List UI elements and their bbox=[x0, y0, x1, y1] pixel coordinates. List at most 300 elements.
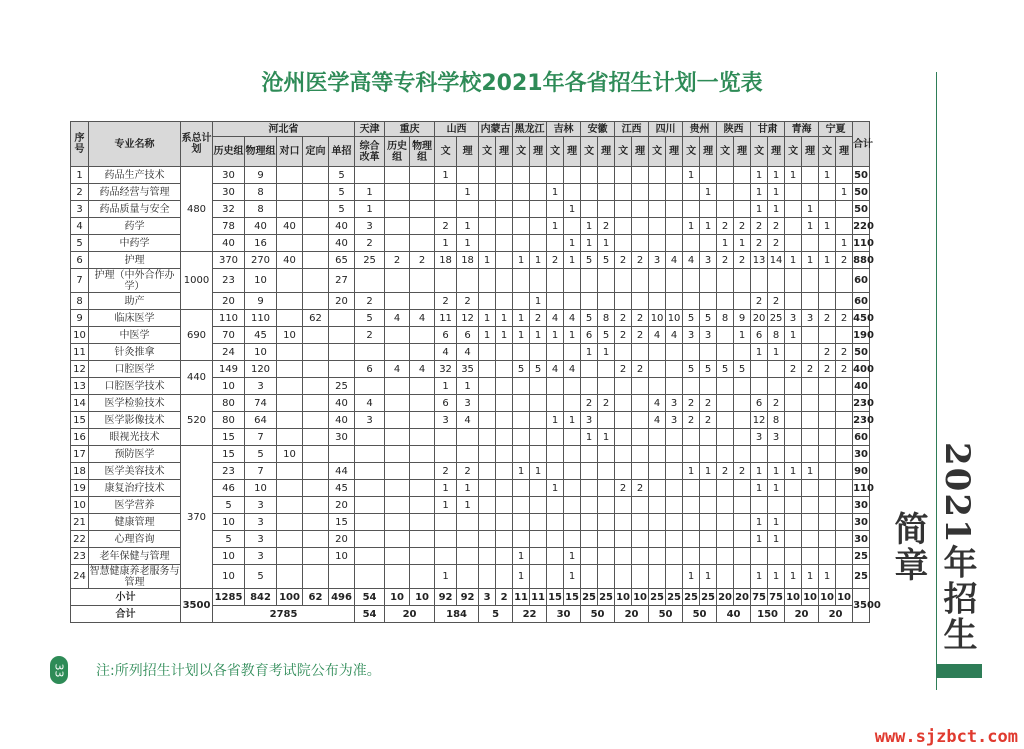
major-name: 口腔医学 bbox=[89, 361, 181, 378]
plan-cell bbox=[632, 269, 649, 293]
plan-cell bbox=[751, 378, 768, 395]
plan-cell: 8 bbox=[598, 310, 615, 327]
row-total: 25 bbox=[853, 548, 870, 565]
row-total: 110 bbox=[853, 235, 870, 252]
plan-cell bbox=[435, 269, 457, 293]
plan-cell: 1 bbox=[683, 167, 700, 184]
plan-cell bbox=[717, 293, 734, 310]
header-sub: 历史组 bbox=[385, 137, 410, 167]
header-province: 贵州 bbox=[683, 122, 717, 137]
plan-cell bbox=[700, 446, 717, 463]
plan-cell bbox=[819, 412, 836, 429]
plan-cell bbox=[802, 167, 819, 184]
plan-cell bbox=[303, 344, 329, 361]
plan-cell bbox=[496, 269, 513, 293]
header-li: 理 bbox=[564, 137, 581, 167]
plan-cell: 74 bbox=[245, 395, 277, 412]
plan-cell bbox=[598, 514, 615, 531]
plan-cell bbox=[632, 184, 649, 201]
grand-cell: 20 bbox=[615, 606, 649, 623]
major-name: 护理（中外合作办学） bbox=[89, 269, 181, 293]
plan-cell bbox=[496, 378, 513, 395]
plan-cell: 15 bbox=[329, 514, 355, 531]
plan-cell bbox=[277, 548, 303, 565]
plan-cell bbox=[819, 293, 836, 310]
plan-cell bbox=[683, 514, 700, 531]
plan-cell: 4 bbox=[547, 361, 564, 378]
plan-cell bbox=[303, 235, 329, 252]
table-row bbox=[71, 395, 951, 412]
plan-cell bbox=[496, 218, 513, 235]
plan-cell bbox=[435, 446, 457, 463]
grand-cell: 50 bbox=[649, 606, 683, 623]
plan-cell bbox=[457, 565, 479, 589]
plan-cell bbox=[666, 548, 683, 565]
plan-cell bbox=[513, 531, 530, 548]
subtotal-cell: 11 bbox=[530, 589, 547, 606]
plan-cell bbox=[355, 344, 385, 361]
plan-cell bbox=[513, 446, 530, 463]
plan-cell: 1 bbox=[581, 218, 598, 235]
plan-cell bbox=[632, 293, 649, 310]
plan-cell bbox=[303, 293, 329, 310]
plan-cell: 32 bbox=[213, 201, 245, 218]
plan-cell bbox=[717, 446, 734, 463]
plan-cell: 5 bbox=[513, 361, 530, 378]
plan-cell bbox=[329, 310, 355, 327]
header-wen: 文 bbox=[751, 137, 768, 167]
plan-cell: 2 bbox=[768, 218, 785, 235]
major-name: 眼视光技术 bbox=[89, 429, 181, 446]
plan-cell bbox=[303, 446, 329, 463]
header-sub: 物理组 bbox=[245, 137, 277, 167]
plan-cell: 2 bbox=[734, 252, 751, 269]
row-number: 7 bbox=[71, 269, 89, 293]
plan-cell: 2 bbox=[435, 218, 457, 235]
plan-cell: 1 bbox=[479, 252, 496, 269]
plan-cell bbox=[581, 565, 598, 589]
page-title: 沧州医学高等专科学校2021年各省招生计划一览表 bbox=[261, 71, 763, 96]
plan-cell bbox=[802, 378, 819, 395]
plan-cell bbox=[385, 463, 410, 480]
header-li: 理 bbox=[700, 137, 717, 167]
plan-cell bbox=[768, 269, 785, 293]
plan-cell bbox=[666, 201, 683, 218]
header-wen: 文 bbox=[581, 137, 598, 167]
row-number: 21 bbox=[71, 514, 89, 531]
plan-cell: 5 bbox=[598, 327, 615, 344]
plan-cell: 1 bbox=[355, 184, 385, 201]
plan-cell bbox=[615, 293, 632, 310]
plan-cell: 4 bbox=[666, 252, 683, 269]
plan-cell: 1 bbox=[768, 344, 785, 361]
header-sub: 历史组 bbox=[213, 137, 245, 167]
plan-cell: 13 bbox=[751, 252, 768, 269]
plan-cell: 78 bbox=[213, 218, 245, 235]
plan-cell bbox=[836, 531, 853, 548]
plan-cell: 1 bbox=[683, 218, 700, 235]
plan-cell: 1 bbox=[479, 310, 496, 327]
plan-cell bbox=[513, 269, 530, 293]
plan-cell: 1 bbox=[355, 201, 385, 218]
plan-cell: 10 bbox=[245, 344, 277, 361]
plan-cell bbox=[581, 463, 598, 480]
plan-cell: 2 bbox=[717, 218, 734, 235]
header-province: 江西 bbox=[615, 122, 649, 137]
plan-cell: 2 bbox=[355, 293, 385, 310]
grand-cell: 22 bbox=[513, 606, 547, 623]
plan-cell bbox=[547, 548, 564, 565]
subtotal-cell: 10 bbox=[632, 589, 649, 606]
plan-cell: 1 bbox=[819, 565, 836, 589]
plan-cell bbox=[303, 269, 329, 293]
plan-cell bbox=[785, 429, 802, 446]
plan-cell bbox=[785, 269, 802, 293]
plan-cell bbox=[479, 201, 496, 218]
plan-cell: 1 bbox=[598, 429, 615, 446]
plan-cell: 45 bbox=[329, 480, 355, 497]
row-number: 3 bbox=[71, 201, 89, 218]
plan-cell: 7 bbox=[245, 429, 277, 446]
plan-cell bbox=[564, 480, 581, 497]
plan-cell: 1 bbox=[836, 184, 853, 201]
subtotal-cell: 10 bbox=[615, 589, 632, 606]
row-total: 25 bbox=[853, 565, 870, 589]
plan-cell bbox=[581, 293, 598, 310]
plan-cell bbox=[530, 565, 547, 589]
plan-cell: 3 bbox=[683, 327, 700, 344]
plan-cell bbox=[785, 497, 802, 514]
plan-cell bbox=[355, 565, 385, 589]
plan-cell: 1 bbox=[564, 252, 581, 269]
plan-cell: 4 bbox=[355, 395, 385, 412]
plan-cell bbox=[303, 531, 329, 548]
plan-cell bbox=[819, 497, 836, 514]
plan-cell bbox=[530, 201, 547, 218]
plan-cell: 2 bbox=[785, 361, 802, 378]
plan-cell bbox=[277, 514, 303, 531]
plan-cell bbox=[564, 293, 581, 310]
plan-cell: 5 bbox=[581, 252, 598, 269]
plan-cell bbox=[479, 235, 496, 252]
plan-cell bbox=[598, 201, 615, 218]
plan-cell: 1 bbox=[457, 235, 479, 252]
plan-cell bbox=[581, 201, 598, 218]
plan-cell bbox=[836, 497, 853, 514]
row-total: 40 bbox=[853, 378, 870, 395]
plan-cell: 1 bbox=[530, 293, 547, 310]
plan-cell bbox=[717, 531, 734, 548]
plan-cell bbox=[581, 167, 598, 184]
plan-cell bbox=[479, 514, 496, 531]
plan-cell bbox=[479, 167, 496, 184]
plan-cell: 6 bbox=[581, 327, 598, 344]
plan-cell bbox=[581, 480, 598, 497]
plan-cell bbox=[564, 446, 581, 463]
plan-cell bbox=[666, 235, 683, 252]
header-total: 合计 bbox=[853, 122, 870, 167]
subtotal-cell: 3 bbox=[479, 589, 496, 606]
footnote: 注:所列招生计划以各省教育考试院公布为准。 bbox=[96, 663, 381, 679]
subtotal-cell: 842 bbox=[245, 589, 277, 606]
plan-cell bbox=[410, 514, 435, 531]
plan-cell: 2 bbox=[734, 218, 751, 235]
plan-cell bbox=[410, 184, 435, 201]
plan-cell bbox=[564, 218, 581, 235]
plan-cell bbox=[530, 429, 547, 446]
header-sub: 综合改革 bbox=[355, 137, 385, 167]
plan-cell: 4 bbox=[649, 412, 666, 429]
plan-cell bbox=[836, 293, 853, 310]
header-wen: 文 bbox=[785, 137, 802, 167]
plan-cell bbox=[303, 395, 329, 412]
plan-cell: 1 bbox=[751, 463, 768, 480]
plan-cell: 3 bbox=[457, 395, 479, 412]
plan-cell bbox=[410, 395, 435, 412]
plan-cell bbox=[785, 201, 802, 218]
plan-cell bbox=[700, 480, 717, 497]
plan-cell bbox=[547, 565, 564, 589]
plan-cell bbox=[355, 429, 385, 446]
plan-cell: 4 bbox=[435, 344, 457, 361]
plan-cell: 1 bbox=[768, 514, 785, 531]
plan-cell bbox=[785, 395, 802, 412]
plan-cell: 1 bbox=[547, 480, 564, 497]
plan-cell bbox=[683, 344, 700, 361]
plan-cell: 1 bbox=[751, 531, 768, 548]
plan-cell: 2 bbox=[751, 235, 768, 252]
plan-cell bbox=[581, 446, 598, 463]
plan-cell: 1 bbox=[547, 218, 564, 235]
plan-cell: 1 bbox=[564, 327, 581, 344]
plan-cell bbox=[303, 327, 329, 344]
plan-cell bbox=[700, 378, 717, 395]
plan-cell bbox=[530, 531, 547, 548]
plan-cell bbox=[802, 531, 819, 548]
plan-cell: 2 bbox=[819, 310, 836, 327]
row-number: 11 bbox=[71, 344, 89, 361]
row-total: 190 bbox=[853, 327, 870, 344]
plan-cell: 4 bbox=[457, 344, 479, 361]
plan-cell: 2 bbox=[355, 327, 385, 344]
plan-cell bbox=[479, 395, 496, 412]
plan-cell: 3 bbox=[785, 310, 802, 327]
plan-cell bbox=[649, 480, 666, 497]
side-title: 2021年招生简章 bbox=[888, 441, 977, 653]
plan-cell: 4 bbox=[410, 310, 435, 327]
plan-cell bbox=[355, 531, 385, 548]
grand-cell: 50 bbox=[581, 606, 615, 623]
plan-cell: 23 bbox=[213, 269, 245, 293]
header-li: 理 bbox=[666, 137, 683, 167]
plan-cell bbox=[598, 412, 615, 429]
subtotal-cell: 20 bbox=[717, 589, 734, 606]
plan-cell: 2 bbox=[717, 463, 734, 480]
plan-cell bbox=[581, 514, 598, 531]
plan-cell bbox=[410, 463, 435, 480]
plan-cell: 40 bbox=[329, 412, 355, 429]
plan-cell bbox=[410, 429, 435, 446]
plan-cell: 1 bbox=[564, 235, 581, 252]
plan-cell bbox=[649, 429, 666, 446]
plan-cell: 2 bbox=[457, 463, 479, 480]
subtotal-cell: 75 bbox=[768, 589, 785, 606]
subtotal-cell: 10 bbox=[836, 589, 853, 606]
plan-cell bbox=[435, 548, 457, 565]
plan-cell bbox=[615, 429, 632, 446]
subtotal-cell: 62 bbox=[303, 589, 329, 606]
plan-cell bbox=[717, 480, 734, 497]
plan-cell: 24 bbox=[213, 344, 245, 361]
row-number: 23 bbox=[71, 548, 89, 565]
plan-cell bbox=[666, 565, 683, 589]
plan-cell: 5 bbox=[355, 310, 385, 327]
row-total: 60 bbox=[853, 269, 870, 293]
plan-cell bbox=[734, 548, 751, 565]
plan-cell bbox=[410, 327, 435, 344]
plan-cell bbox=[547, 531, 564, 548]
plan-cell: 1 bbox=[785, 167, 802, 184]
plan-cell bbox=[547, 378, 564, 395]
plan-cell: 1 bbox=[564, 548, 581, 565]
row-number: 9 bbox=[71, 310, 89, 327]
plan-cell: 1 bbox=[530, 463, 547, 480]
plan-cell bbox=[700, 548, 717, 565]
plan-cell: 5 bbox=[717, 361, 734, 378]
plan-cell: 3 bbox=[245, 497, 277, 514]
plan-cell: 8 bbox=[245, 201, 277, 218]
header-province: 河北省 bbox=[213, 122, 355, 137]
plan-cell bbox=[496, 395, 513, 412]
side-accent-bar bbox=[936, 664, 982, 678]
header-li: 理 bbox=[530, 137, 547, 167]
plan-cell bbox=[632, 429, 649, 446]
plan-cell: 10 bbox=[666, 310, 683, 327]
plan-cell: 2 bbox=[768, 395, 785, 412]
plan-cell bbox=[819, 378, 836, 395]
plan-cell: 1 bbox=[734, 327, 751, 344]
plan-cell bbox=[435, 429, 457, 446]
plan-cell bbox=[329, 446, 355, 463]
plan-cell bbox=[615, 167, 632, 184]
plan-cell bbox=[547, 167, 564, 184]
plan-cell: 40 bbox=[329, 235, 355, 252]
plan-cell bbox=[513, 184, 530, 201]
plan-cell bbox=[632, 497, 649, 514]
plan-cell bbox=[385, 395, 410, 412]
plan-cell: 1 bbox=[751, 167, 768, 184]
plan-cell: 1 bbox=[564, 412, 581, 429]
plan-cell bbox=[717, 565, 734, 589]
plan-cell: 20 bbox=[751, 310, 768, 327]
plan-cell: 2 bbox=[632, 252, 649, 269]
header-sub: 对口 bbox=[277, 137, 303, 167]
plan-cell: 1 bbox=[513, 565, 530, 589]
plan-cell bbox=[734, 269, 751, 293]
plan-cell bbox=[751, 446, 768, 463]
plan-cell: 1 bbox=[581, 235, 598, 252]
plan-cell bbox=[530, 497, 547, 514]
plan-cell bbox=[666, 361, 683, 378]
plan-cell: 6 bbox=[435, 395, 457, 412]
plan-cell: 62 bbox=[303, 310, 329, 327]
plan-cell: 2 bbox=[836, 361, 853, 378]
plan-cell bbox=[457, 548, 479, 565]
plan-cell bbox=[632, 235, 649, 252]
plan-cell bbox=[496, 252, 513, 269]
subtotal-cell: 2 bbox=[496, 589, 513, 606]
plan-cell bbox=[598, 565, 615, 589]
plan-cell bbox=[700, 429, 717, 446]
plan-cell: 2 bbox=[836, 252, 853, 269]
plan-cell bbox=[615, 531, 632, 548]
plan-cell bbox=[479, 378, 496, 395]
plan-cell bbox=[615, 395, 632, 412]
row-total: 30 bbox=[853, 514, 870, 531]
plan-cell bbox=[785, 412, 802, 429]
plan-cell: 4 bbox=[666, 327, 683, 344]
plan-cell bbox=[547, 269, 564, 293]
plan-cell bbox=[513, 235, 530, 252]
plan-cell bbox=[410, 548, 435, 565]
plan-cell bbox=[734, 395, 751, 412]
row-total: 60 bbox=[853, 429, 870, 446]
plan-cell bbox=[598, 548, 615, 565]
plan-cell bbox=[785, 446, 802, 463]
major-name: 药品生产技术 bbox=[89, 167, 181, 184]
plan-total: 440 bbox=[181, 361, 213, 395]
plan-cell: 32 bbox=[435, 361, 457, 378]
plan-cell bbox=[385, 480, 410, 497]
plan-cell: 1 bbox=[785, 463, 802, 480]
plan-cell bbox=[277, 201, 303, 218]
plan-cell bbox=[530, 167, 547, 184]
plan-cell: 1 bbox=[819, 252, 836, 269]
plan-cell bbox=[649, 548, 666, 565]
plan-cell bbox=[615, 463, 632, 480]
plan-cell bbox=[530, 184, 547, 201]
plan-cell bbox=[751, 548, 768, 565]
plan-cell: 16 bbox=[245, 235, 277, 252]
plan-cell bbox=[615, 548, 632, 565]
grand-cell: 184 bbox=[435, 606, 479, 623]
plan-cell: 1 bbox=[513, 548, 530, 565]
row-number: 19 bbox=[71, 480, 89, 497]
plan-cell bbox=[513, 429, 530, 446]
row-total: 60 bbox=[853, 293, 870, 310]
plan-cell bbox=[479, 565, 496, 589]
plan-cell bbox=[303, 252, 329, 269]
row-total: 30 bbox=[853, 497, 870, 514]
plan-cell bbox=[410, 235, 435, 252]
plan-cell bbox=[496, 565, 513, 589]
plan-cell bbox=[355, 269, 385, 293]
plan-cell: 6 bbox=[751, 395, 768, 412]
plan-cell bbox=[819, 327, 836, 344]
plan-cell: 15 bbox=[213, 429, 245, 446]
plan-cell bbox=[836, 201, 853, 218]
subtotal-cell: 10 bbox=[785, 589, 802, 606]
header-sub: 单招 bbox=[329, 137, 355, 167]
plan-cell: 2 bbox=[530, 310, 547, 327]
grand-cell: 150 bbox=[751, 606, 785, 623]
plan-cell bbox=[717, 344, 734, 361]
plan-cell: 2 bbox=[615, 480, 632, 497]
plan-cell bbox=[802, 480, 819, 497]
plan-cell: 46 bbox=[213, 480, 245, 497]
row-total: 220 bbox=[853, 218, 870, 235]
plan-cell: 1 bbox=[564, 565, 581, 589]
